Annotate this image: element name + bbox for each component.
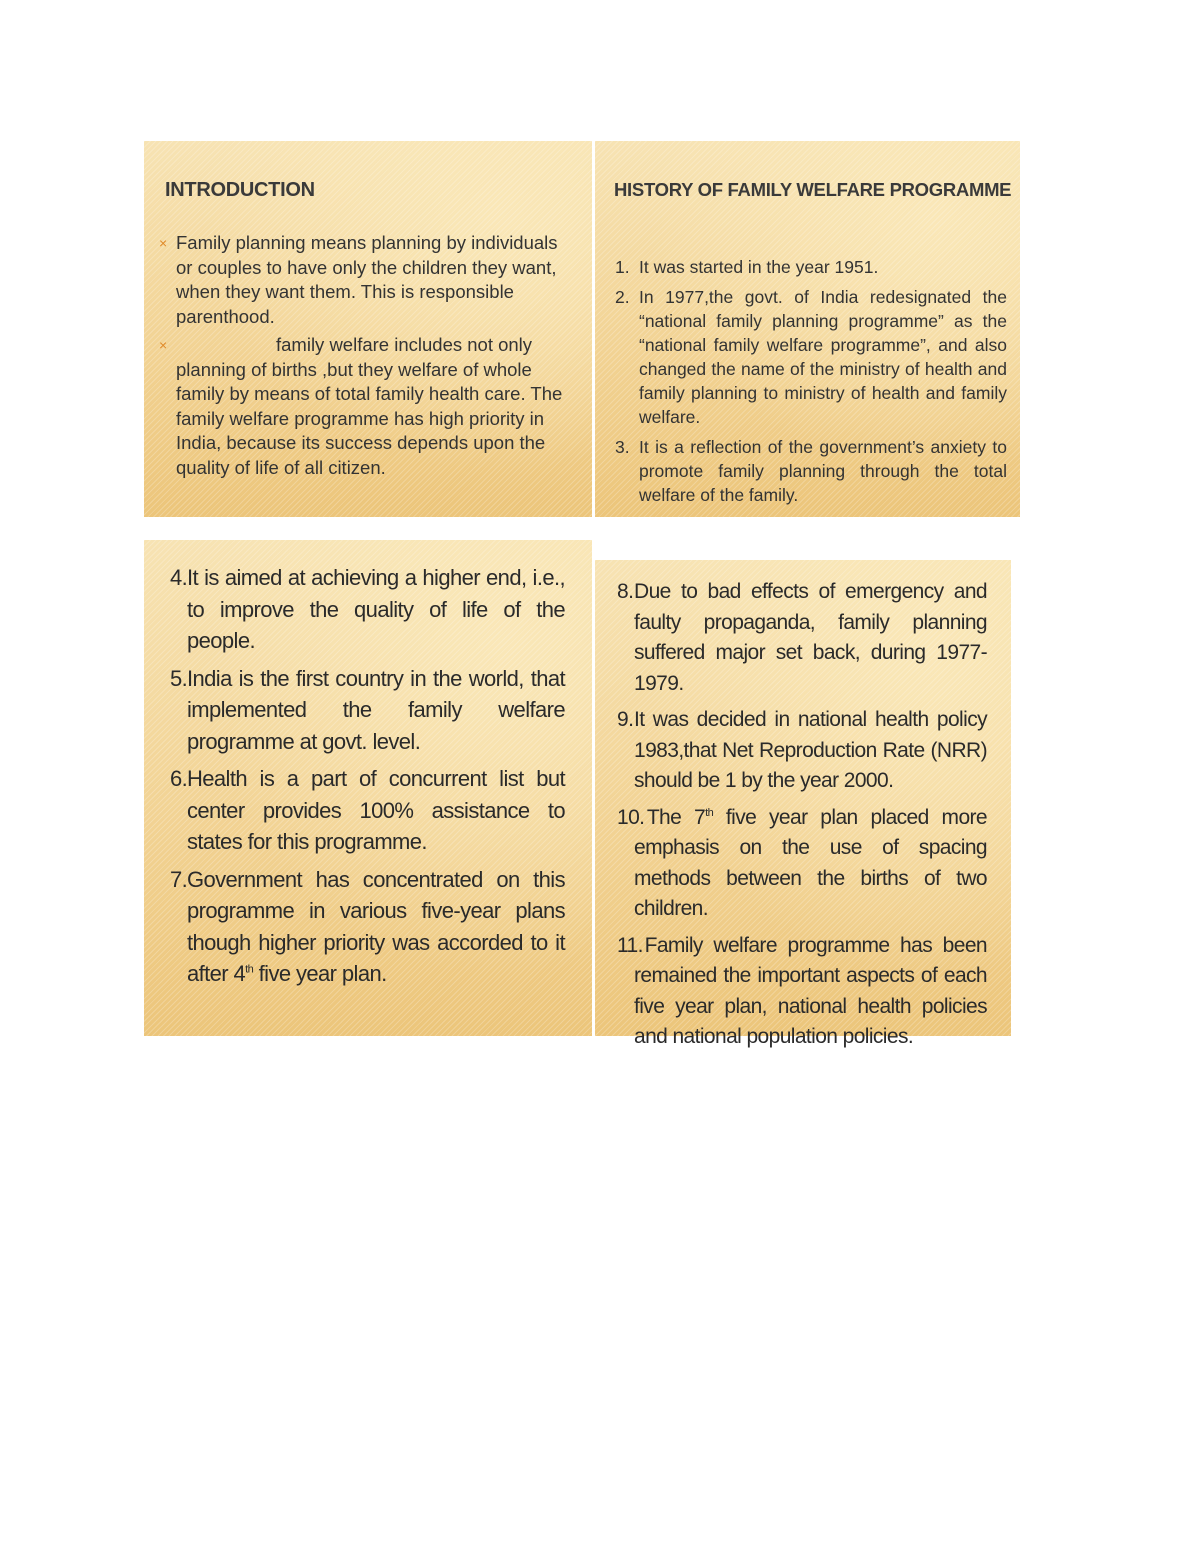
item-text (634, 934, 987, 1049)
item-text (634, 806, 987, 921)
item-number: 11. (617, 933, 643, 957)
item-number: 3. (615, 437, 630, 457)
introduction-bullet-list (159, 231, 577, 484)
item-text: It was decided in national health policy 1983,that Net Reproduction Rate (NRR) should be 1 by the year 2000. (634, 708, 987, 792)
item-text-part: Government has concentrated on this programme in various five-year plans though higher priority was accorded to it after 4 (187, 866, 565, 986)
item-text-part: Family welfare programme has been remained the important aspects of each five year plan, national health policies and national population policies. (634, 933, 987, 1048)
item-number: 10. (617, 805, 645, 829)
points-list-4-7 (170, 562, 565, 996)
item-text: Health is a part of concurrent list but center provides 100% assistance to states for this programme. (187, 766, 565, 854)
list-item (170, 864, 565, 990)
item-text-part: five year plan placed more emphasis on the use of spacing methods between the births of two children. (634, 805, 987, 920)
item-text-part: The 7 (646, 805, 706, 829)
item-number: 7. (170, 866, 188, 892)
list-item (615, 285, 1007, 429)
item-number: 5. (170, 665, 188, 691)
history-numbered-list (615, 255, 1007, 513)
list-item (170, 663, 565, 758)
item-text: Due to bad effects of emergency and faulty propaganda, family planning suffered major set back, during 1977-1979. (634, 580, 987, 695)
item-number: 4. (170, 565, 188, 590)
item-number: 1. (615, 257, 630, 277)
item-number: 6. (170, 766, 188, 791)
slide-points-4-7 (144, 540, 592, 1036)
slide-title-introduction: INTRODUCTION (165, 179, 315, 201)
list-item (170, 562, 565, 657)
list-item (617, 705, 987, 797)
list-item (159, 333, 577, 480)
list-item (615, 255, 1007, 279)
list-item (617, 931, 987, 1053)
item-text (187, 867, 565, 987)
slide-introduction (144, 141, 592, 517)
list-item (170, 763, 565, 858)
item-number: 2. (615, 287, 630, 307)
list-item (159, 231, 577, 329)
bullet-text: family welfare includes not only planning of births ,but they welfare of whole family by means of total family health care. The family welfare programme has high priority in India, because its success depends upon the quality of life of all citizen. (176, 334, 563, 478)
item-text: In 1977,the govt. of India redesignated the “national family planning programme” as the “national family welfare programme”, and also changed the name of the ministry of health and family planning to ministry of health and family welfare. (639, 287, 1007, 427)
slide-points-8-11 (595, 560, 1011, 1048)
slide-history (595, 141, 1020, 517)
item-text: It was started in the year 1951. (639, 257, 879, 277)
list-item (617, 803, 987, 925)
item-text: It is aimed at achieving a higher end, i.e., to improve the quality of life of the people. (187, 565, 565, 653)
list-item (617, 577, 987, 699)
ordinal-superscript: th (245, 963, 254, 976)
ordinal-superscript: th (705, 806, 714, 819)
item-text-part: five year plan. (253, 961, 387, 986)
x-bullet-icon: × (159, 337, 168, 353)
item-text: It is a reflection of the government’s anxiety to promote family planning through the total welfare of the family. (639, 437, 1007, 505)
bullet-text: Family planning means planning by individuals or couples to have only the children they want, when they want them. This is responsible parenthood. (176, 232, 558, 327)
item-text: India is the first country in the world, that implemented the family welfare programme at govt. level. (187, 665, 565, 754)
points-list-8-11 (617, 577, 987, 1059)
slide-title-history: HISTORY OF FAMILY WELFARE PROGRAMME (614, 179, 1012, 200)
list-item (615, 435, 1007, 507)
x-bullet-icon: × (159, 235, 168, 251)
item-number: 9. (617, 708, 634, 731)
item-number: 8. (617, 580, 634, 603)
